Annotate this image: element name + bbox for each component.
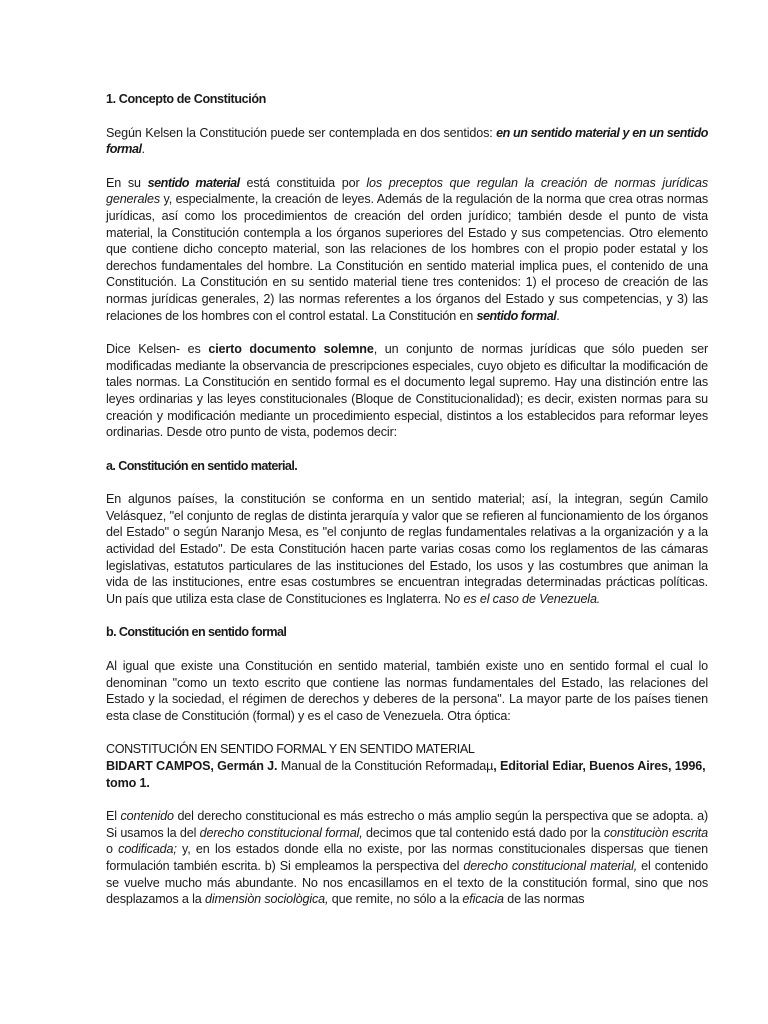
section-heading: 1. Concepto de Constitución xyxy=(106,92,266,106)
paragraph-kelsen-intro: Según Kelsen la Constitución puede ser contemplada en dos sentidos: en un sentido material y en un sentido formal. xyxy=(106,125,708,157)
italic-text: contenido xyxy=(120,809,174,824)
paragraph-constitucion-material: En algunos países, la constitución se conforma en un sentido material; así, la integran, según Camilo Velásquez, "el conjunto de reglas de distinta jerarquía y valor que se refieren al funcionamiento de los órganos del Estado" o según Naranjo Mesa, es "el conjunto de reglas fundamentales relativas a la organización y a la actividad del Estado". De esta Constitución hacen parte varias cosas como los reglamentos de las cámaras legislativas, estatutos particulares de las instituciones del Estado, los usos y las costumbres que animan la vida de las instituciones, entre esas costumbres se encuentran integradas determinadas prácticas políticas. Un país que utiliza esta clase de Constituciones es Inglaterra. No es el caso de Venezuela. xyxy=(106,492,708,606)
paragraph-contenido: El contenido del derecho constitucional es más estrecho o más amplio según la perspectiva que se adopta. a) Si usamos la del derecho constitucional formal, decimos que tal contenido está dado por la constituciòn escrita o codificada; y, en los estados donde ella no existe, por las normas constitucionales dispersas que tienen formulación también escrita. b) Si empleamos la perspectiva del derecho constitucional material, el contenido se vuelve mucho más abundante. No nos encasillamos en el texto de la constitución formal, sino que nos desplazamos a la dimensiòn sociològica, que remite, no sólo a la eficacia de las normas xyxy=(106,809,708,907)
italic-text: derecho constitucional material, xyxy=(463,858,638,873)
bold-text: cierto documento solemne xyxy=(208,342,374,357)
italic-text: codificada; xyxy=(118,842,177,857)
italic-text: constituciòn escrita xyxy=(603,825,708,840)
italic-text: dimensiòn sociològica, xyxy=(204,892,329,907)
subheading-a: a. Constitución en sentido material. xyxy=(106,458,298,473)
paragraph-sentido-material: En su sentido material está constituida por los preceptos que regulan la creación de normas jurídicas generales y, especialmente, la creación de leyes. Además de la regulación de la norma que crea otras normas jurídicas, así como los procedimientos de creación del orden jurídico; también desde el punto de vista material, la Constitución contempla a los órganos superiores del Estado y sus competencias. Otro elemento que contiene dicho concepto material, son las relaciones de los hombres con el propio poder estatal y los derechos fundamentales del hombre. La Constitución en sentido material implica pues, el contenido de una Constitución. La Constitución en su sentido material tiene tres contenidos: 1) el proceso de creación de las normas jurídicas generales, 2) las normas referentes a los órganos del Estado y sus competencias, y 3) las relaciones de los hombres con el control estatal. La Constitución en sentido formal. xyxy=(106,175,708,323)
italic-text: eficacia xyxy=(462,892,504,907)
subheading-b: b. Constitución en sentido formal xyxy=(106,625,287,640)
emphasis-text: sentido formal xyxy=(476,308,557,323)
italic-text: los preceptos que regulan la creación de normas jurídicas generales xyxy=(106,175,708,207)
paragraph-documento-solemne: Dice Kelsen- es cierto documento solemne, un conjunto de normas jurídicas que sólo pueden ser modificadas mediante la observancia de prescripciones especiales, cuyo objeto es dificultar la modificación de tales normas. La Constitución en sentido formal es el documento legal supremo. Hay una distinción entre las leyes ordinarias y las leyes constitucionales (Bloque de Constitucionalidad); es decir, existen normas para su creación y modificación mediante un procedimiento especial, distintos a los establecidos para reformar leyes ordinarias. Desde otro punto de vista, podemos decir: xyxy=(106,342,708,440)
emphasis-text: en un sentido material y en un sentido formal xyxy=(106,125,708,157)
paragraph-constitucion-formal: Al igual que existe una Constitución en sentido material, también existe uno en sentido formal el cual lo denominan "como un texto escrito que contiene las normas fundamentales del Estado, las relaciones del Estado y la sociedad, el régimen de derechos y deberes de la persona". La mayor parte de los países tienen esta clase de Constitución (formal) y es el caso de Venezuela. Otra óptica: xyxy=(106,659,708,723)
emphasis-text: sentido material xyxy=(147,175,240,190)
italic-text: derecho constitucional formal, xyxy=(199,825,363,840)
italic-text: o es el caso de Venezuela. xyxy=(453,591,601,606)
bibliographic-reference: BIDART CAMPOS, Germán J. Manual de la Constitución Reformadaµ, Editorial Ediar, Buenos Aires, 1996, tomo 1. xyxy=(106,759,706,790)
caps-heading: CONSTITUCIÓN EN SENTIDO FORMAL Y EN SENTIDO MATERIAL xyxy=(106,742,475,757)
